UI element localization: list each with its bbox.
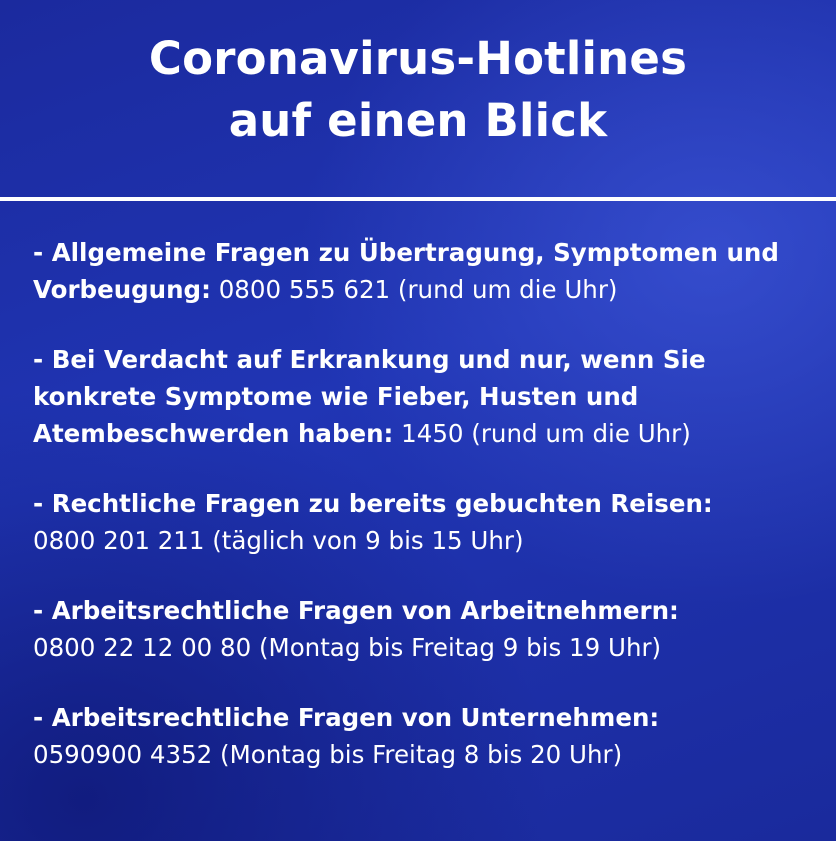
title-line-2: auf einen Blick [228, 94, 608, 147]
hotline-label: - Bei Verdacht auf Erkrankung und nur, wenn Sie konkrete Symptome wie Fieber, Husten und Atembeschwerden haben: [33, 345, 706, 448]
hotline-detail: 0590900 4352 (Montag bis Freitag 8 bis 20 Uhr) [33, 740, 623, 769]
hotline-label: - Rechtliche Fragen zu bereits gebuchten Reisen: [33, 489, 713, 518]
title-divider [0, 197, 836, 201]
hotline-label: - Allgemeine Fragen zu Übertragung, Symptomen und Vorbeugung: [33, 238, 779, 304]
hotline-list [33, 234, 813, 806]
page-title [0, 28, 836, 152]
hotline-detail: 0800 201 211 (täglich von 9 bis 15 Uhr) [33, 526, 524, 555]
hotline-entry-employees [33, 592, 813, 666]
hotline-detail: 0800 555 621 (rund um die Uhr) [218, 275, 618, 304]
hotline-entry-travel-legal [33, 485, 813, 559]
hotline-entry-general [33, 234, 813, 308]
hotline-entry-suspected-case [33, 341, 813, 452]
title-line-1: Coronavirus-Hotlines [148, 32, 688, 85]
hotline-label: - Arbeitsrechtliche Fragen von Arbeitnehmern: [33, 596, 679, 625]
hotline-entry-employers [33, 699, 813, 773]
hotline-detail: 0800 22 12 00 80 (Montag bis Freitag 9 bis 19 Uhr) [33, 633, 662, 662]
hotline-label: - Arbeitsrechtliche Fragen von Unternehmen: [33, 703, 660, 732]
hotline-detail: 1450 (rund um die Uhr) [401, 419, 691, 448]
